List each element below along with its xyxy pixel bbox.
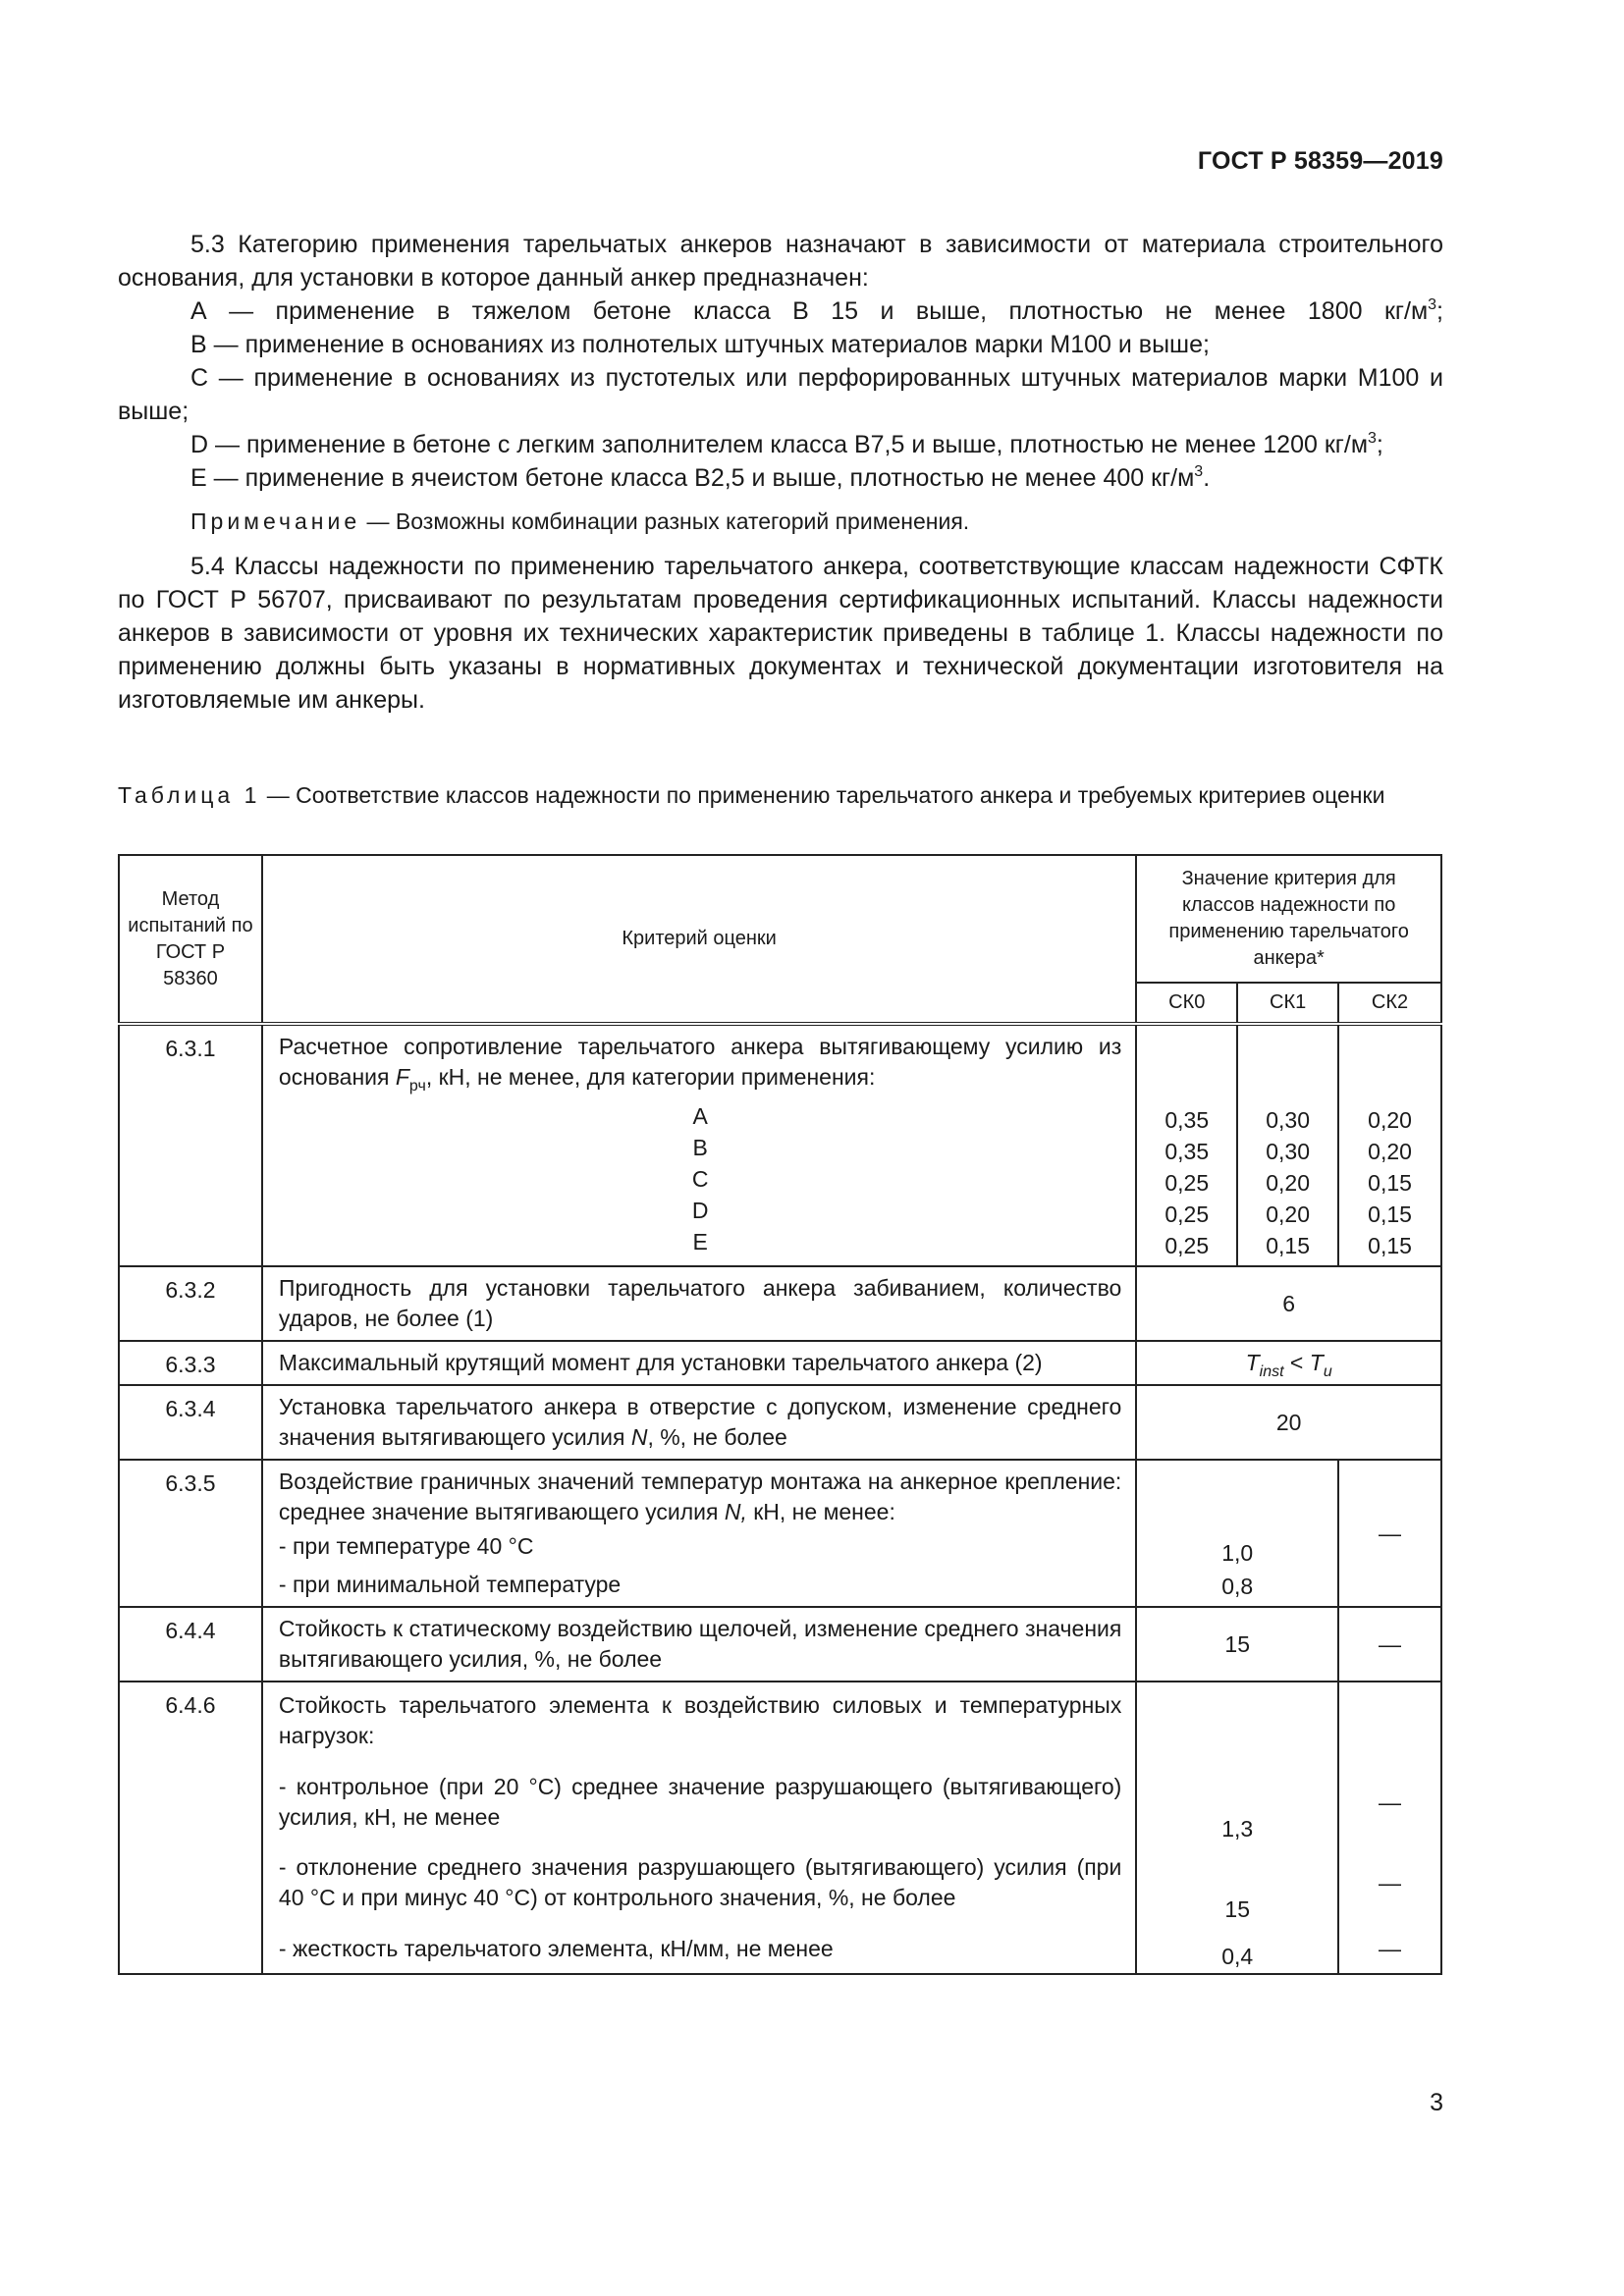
table-row [119,1607,1441,1682]
value-cell: 6 [1136,1266,1441,1341]
value-column [1136,1682,1338,1974]
value: 0,25 [1164,1201,1210,1227]
method-cell: 6.4.4 [119,1607,262,1682]
category-list [279,1093,1121,1257]
page-number: 3 [1430,2089,1443,2116]
criterion-cell [262,1460,1136,1607]
table-caption-label: Таблица 1 [118,782,261,808]
ck2-dash: — [1338,1924,1441,1974]
criterion-text-post: кН, не менее: [746,1499,895,1524]
value: 0,20 [1368,1107,1412,1133]
note-text: — Возможны комбинации разных категорий применения. [360,508,970,534]
document-number: ГОСТ Р 58359—2019 [1197,147,1443,175]
table-row [119,1024,1441,1266]
ck1-values [1237,1024,1338,1266]
punctuation: ; [1376,431,1383,458]
value: 0,20 [1266,1201,1311,1227]
category-d-text: D — применение в бетоне с легким заполнителем класса В7,5 и выше, плотностью не менее 1200 кг/м [190,431,1369,458]
category-e [118,461,1443,495]
method-cell: 6.3.1 [119,1024,262,1266]
symbol-n: N, [724,1499,747,1524]
value: 1,3 [1221,1816,1254,1842]
value: 0,20 [1266,1170,1311,1196]
ck2-dash: — [1338,1842,1441,1924]
value: 0,25 [1164,1170,1210,1196]
category-a [118,294,1443,328]
ck2-dash: — [1338,1460,1441,1607]
value: 0,15 [1368,1233,1412,1258]
table-caption-text: — Соответствие классов надежности по применению тарельчатого анкера и требуемых критериев оценки [260,782,1385,808]
value-cell: 15 [1136,1607,1338,1682]
formula-t: T [1245,1350,1260,1375]
formula-sub-inst: inst [1259,1363,1284,1380]
category-a-text: А — применение в тяжелом бетоне класса В 15 и выше, плотностью не менее 1800 кг/м [190,297,1429,325]
value: 0,8 [1221,1574,1254,1599]
criterion-subitem: - жесткость тарельчатого элемента, кН/мм, не менее [262,1924,1136,1974]
header-value-group: Значение критерия для классов надежности по применению тарельчатого анкера* [1136,855,1441,983]
ck2-values [1338,1024,1441,1266]
method-cell: 6.3.2 [119,1266,262,1341]
method-cell: 6.4.6 [119,1682,262,1974]
header-class-ck0: СК0 [1136,983,1237,1024]
category-e-text: Е — применение в ячеистом бетоне класса В2,5 и выше, плотностью не менее 400 кг/м [190,464,1195,492]
value: 0,15 [1368,1201,1412,1227]
criterion-text-post: , кН, не менее, для категории применения: [425,1064,876,1090]
formula-operator: < [1283,1350,1310,1375]
table-row [119,1682,1441,1762]
value: 0,15 [1266,1233,1311,1258]
value: 0,25 [1164,1233,1210,1258]
ck0-values [1136,1024,1237,1266]
value: 0,4 [1221,1944,1254,1969]
criterion-text-pre: Расчетное сопротивление тарельчатого анкера вытягивающему усилию из основания [278,1034,1122,1090]
criterion-cell: Стойкость тарельчатого элемента к воздействию силовых и температурных нагрузок: [262,1682,1136,1762]
criterion-subitem: - отклонение среднего значения разрушающего (вытягивающего) усилия (при 40 °С и при минус 40 °С) от контрольного значения, %, не более [262,1842,1136,1924]
formula-sub-u: u [1323,1363,1332,1380]
list-item: - при минимальной температуре [278,1572,622,1597]
criterion-cell [262,1385,1136,1460]
category-d [118,428,1443,461]
section-5-4-text: 5.4 Классы надежности по применению тарельчатого анкера, соответствующие классам надежности СФТК по ГОСТ Р 56707, присваивают по результатам проведения сертификационных испытаний. Классы надежности анкеров в зависимости от уровня их технических характеристик приведены в таблице 1. Классы надежности по применению должны быть указаны в нормативных документах и технической документации изготовителя на изготовляемые им анкеры. [118,553,1443,714]
category-c: С — применение в основаниях из пустотелых или перфорированных штучных материалов марки М100 и выше; [118,364,1443,425]
criterion-cell: Стойкость к статическому воздействию щелочей, изменение среднего значения вытягивающего усилия, %, не более [262,1607,1136,1682]
criterion-cell: Максимальный крутящий момент для установки тарельчатого анкера (2) [262,1341,1136,1385]
criterion-text-pre: Установка тарельчатого анкера в отверстие с допуском, изменение среднего значения вытягивающего усилия [278,1394,1122,1450]
value: 0,35 [1164,1107,1210,1133]
table-row [119,1385,1441,1460]
value: 0,30 [1266,1107,1311,1133]
table-row [119,1341,1441,1385]
category-label: Е [692,1229,708,1255]
value-cell [1136,1460,1338,1607]
header-class-ck2: СК2 [1338,983,1441,1024]
method-cell: 6.3.3 [119,1341,262,1385]
method-cell: 6.3.4 [119,1385,262,1460]
ck2-dash: — [1338,1762,1441,1843]
superscript: 3 [1428,296,1437,313]
section-5-3-intro: 5.3 Категорию применения тарельчатых анкеров назначают в зависимости от материала строительного основания, для установки в которое данный анкер предназначен: [118,231,1443,292]
criterion-text [279,1032,1121,1093]
note [118,505,1443,538]
table-row [119,1266,1441,1341]
method-cell: 6.3.5 [119,1460,262,1607]
symbol-n: N [630,1424,648,1450]
criterion-text-pre: Воздействие граничных значений температур монтажа на анкерное крепление: среднее значение вытягивающего усилия [278,1468,1122,1524]
punctuation: . [1203,464,1211,492]
formula-t: T [1309,1350,1324,1375]
value: 0,15 [1368,1170,1412,1196]
value: 0,20 [1368,1139,1412,1164]
punctuation: ; [1436,297,1443,325]
criterion-subitem: - контрольное (при 20 °С) среднее значение разрушающего (вытягивающего) усилия, кН, не менее [262,1762,1136,1843]
category-label: А [692,1103,708,1129]
header-class-ck1: СК1 [1237,983,1338,1024]
value: 0,35 [1164,1139,1210,1164]
reliability-classes-table [118,854,1442,1975]
header-method: Метод испытаний по ГОСТ Р 58360 [119,855,262,1024]
criterion-text [279,1467,1121,1527]
symbol-sub: рч [408,1078,426,1095]
header-criterion: Критерий оценки [262,855,1136,1024]
criterion-text-post: , %, не более [647,1424,787,1450]
category-label: С [691,1166,709,1192]
torque-formula [1136,1341,1441,1385]
body-text [118,228,1443,717]
value: 0,30 [1266,1139,1311,1164]
table-row [119,1460,1441,1607]
value: 15 [1224,1896,1250,1922]
criterion-cell [262,1024,1136,1266]
ck2-empty [1338,1682,1441,1762]
ck2-dash: — [1338,1607,1441,1682]
superscript: 3 [1194,463,1204,480]
symbol-f: F [395,1064,409,1090]
category-b: В — применение в основаниях из полнотелых штучных материалов марки М100 и выше; [190,331,1210,358]
criterion-cell: Пригодность для установки тарельчатого анкера забиванием, количество ударов, не более (1) [262,1266,1136,1341]
table-caption [118,780,1443,811]
superscript: 3 [1368,430,1377,447]
value: 1,0 [1221,1540,1254,1566]
note-label: Примечание [190,508,361,534]
category-label: D [691,1198,709,1223]
category-label: В [692,1135,708,1160]
value-cell: 20 [1136,1385,1441,1460]
list-item: - при температуре 40 °С [278,1533,534,1559]
